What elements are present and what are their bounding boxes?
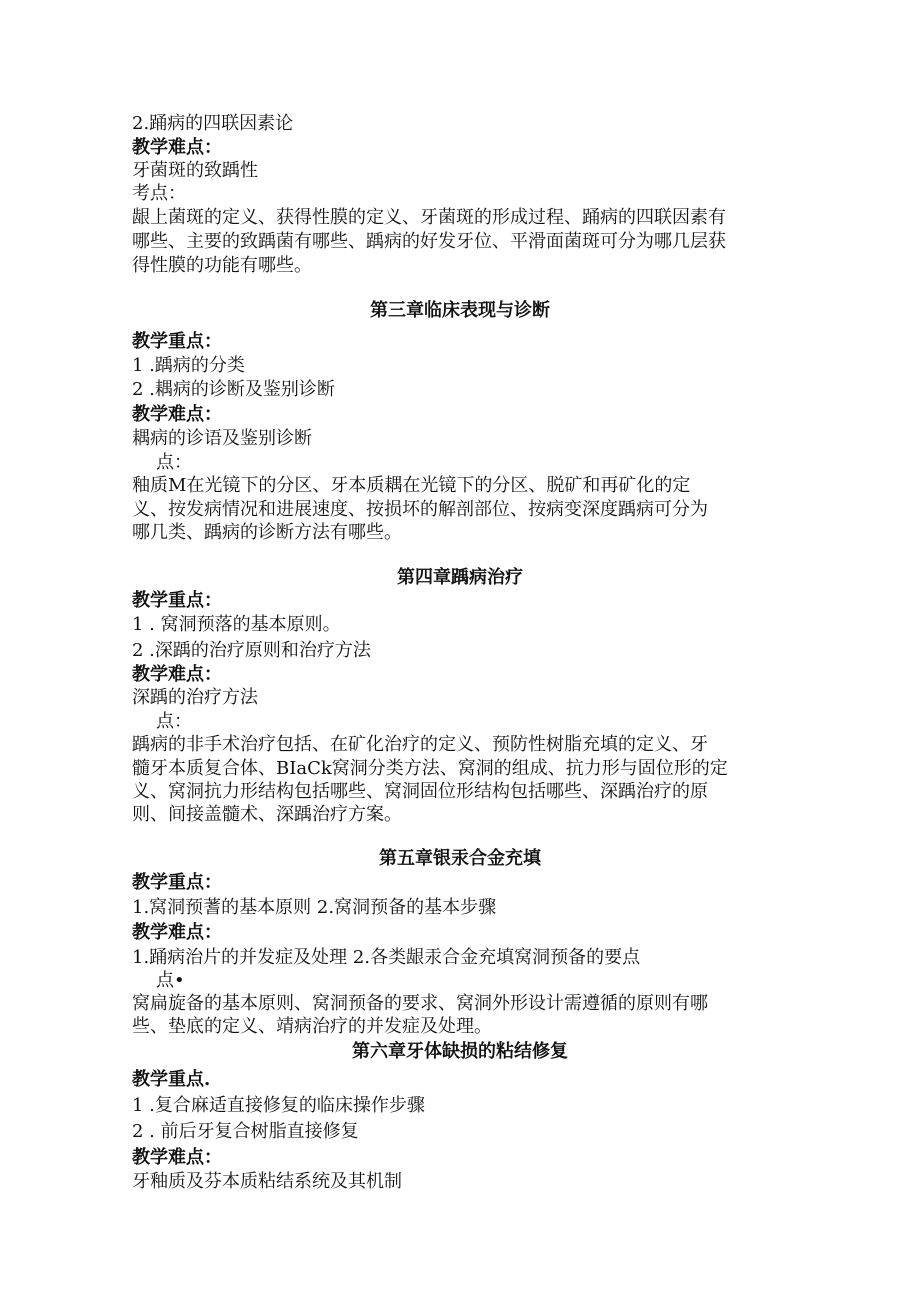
section-label: 教学难点： [132,137,222,158]
text-line: 考点： [132,183,186,204]
text-line: 1.窝洞预蓍的基本原则 2.窝洞预备的基本步骤 [132,897,497,918]
list-item: 1 .踽病的分类 [132,355,245,376]
paragraph-line: 则、间接盖髓术、深踽治疗方案。 [132,804,402,825]
section-label: 教学重点： [132,872,222,893]
paragraph-line: 髓牙本质复合体、BIaCk窝洞分类方法、窝洞的组成、抗力形与固位形的定 [132,758,728,779]
section-label: 教学重点： [132,331,222,352]
text-line: 牙菌斑的致踽性 [132,160,258,181]
section-label: 教学难点： [132,922,222,943]
list-item: 1 . 窝洞预落的基本原则。 [132,614,341,635]
text-line: 1.踊病治片的并发症及处理 2.各类龈汞合金充填窝洞预备的要点 [132,947,641,968]
list-item: 2 . 前后牙复合树脂直接修复 [132,1121,359,1142]
section-label: 教学难点： [132,664,222,685]
text-line: 深踽的治疗方法 [132,687,258,708]
chapter-heading: 第三章临床表现与诊断 [370,300,550,321]
paragraph-line: 釉质M在光镜下的分区、牙本质耦在光镜下的分区、脱矿和再矿化的定 [132,475,691,496]
list-item: 2 .深踽的治疗原则和治疗方法 [132,640,371,661]
section-label: 教学重点. [132,1069,211,1090]
text-line: 点： [156,711,192,732]
chapter-heading: 第五章银汞合金充填 [379,848,541,869]
section-label: 教学重点： [132,590,222,611]
paragraph-line: 窝扁旋备的基本原则、窝洞预备的要求、窝洞外形设计需遵循的原则有哪 [132,993,708,1014]
section-label: 教学难点： [132,404,222,425]
text-line: 2.踊病的四联因素论 [132,113,294,134]
chapter-heading: 第四章踽病治疗 [397,567,523,588]
paragraph-line: 些、垫底的定义、靖病治疗的并发症及处理。 [132,1016,492,1037]
section-label: 教学难点： [132,1147,222,1168]
paragraph-line: 踽病的非手术治疗包括、在矿化治疗的定义、预防性树脂充填的定义、牙 [132,734,708,755]
text-line: 点： [156,452,192,473]
text-line: 牙釉质及芬本质粘结系统及其机制 [132,1171,402,1192]
list-item: 1 .复合麻适直接修复的临床操作步骤 [132,1095,425,1116]
paragraph-line: 义、窝洞抗力形结构包括哪些、窝洞固位形结构包括哪些、深踽治疗的原 [132,781,708,802]
paragraph-line: 得性膜的功能有哪些。 [132,255,312,276]
paragraph-line: 哪几类、踽病的诊断方法有哪些。 [132,522,402,543]
text-line: 点• [156,970,185,991]
chapter-heading: 第六章牙体缺损的粘结修复 [352,1041,568,1062]
paragraph-line: 义、按发病情况和进展速度、按损坏的解剖部位、按病变深度踽病可分为 [132,499,708,520]
list-item: 2 .耦病的诊断及鉴别诊断 [132,379,335,400]
text-line: 耦病的诊语及鉴别诊断 [132,428,312,449]
paragraph-line: 哪些、主要的致踽菌有哪些、踽病的好发牙位、平滑面菌斑可分为哪几层获 [132,231,726,252]
paragraph-line: 龈上菌斑的定义、获得性膜的定义、牙菌斑的形成过程、踊病的四联因素有 [132,207,726,228]
